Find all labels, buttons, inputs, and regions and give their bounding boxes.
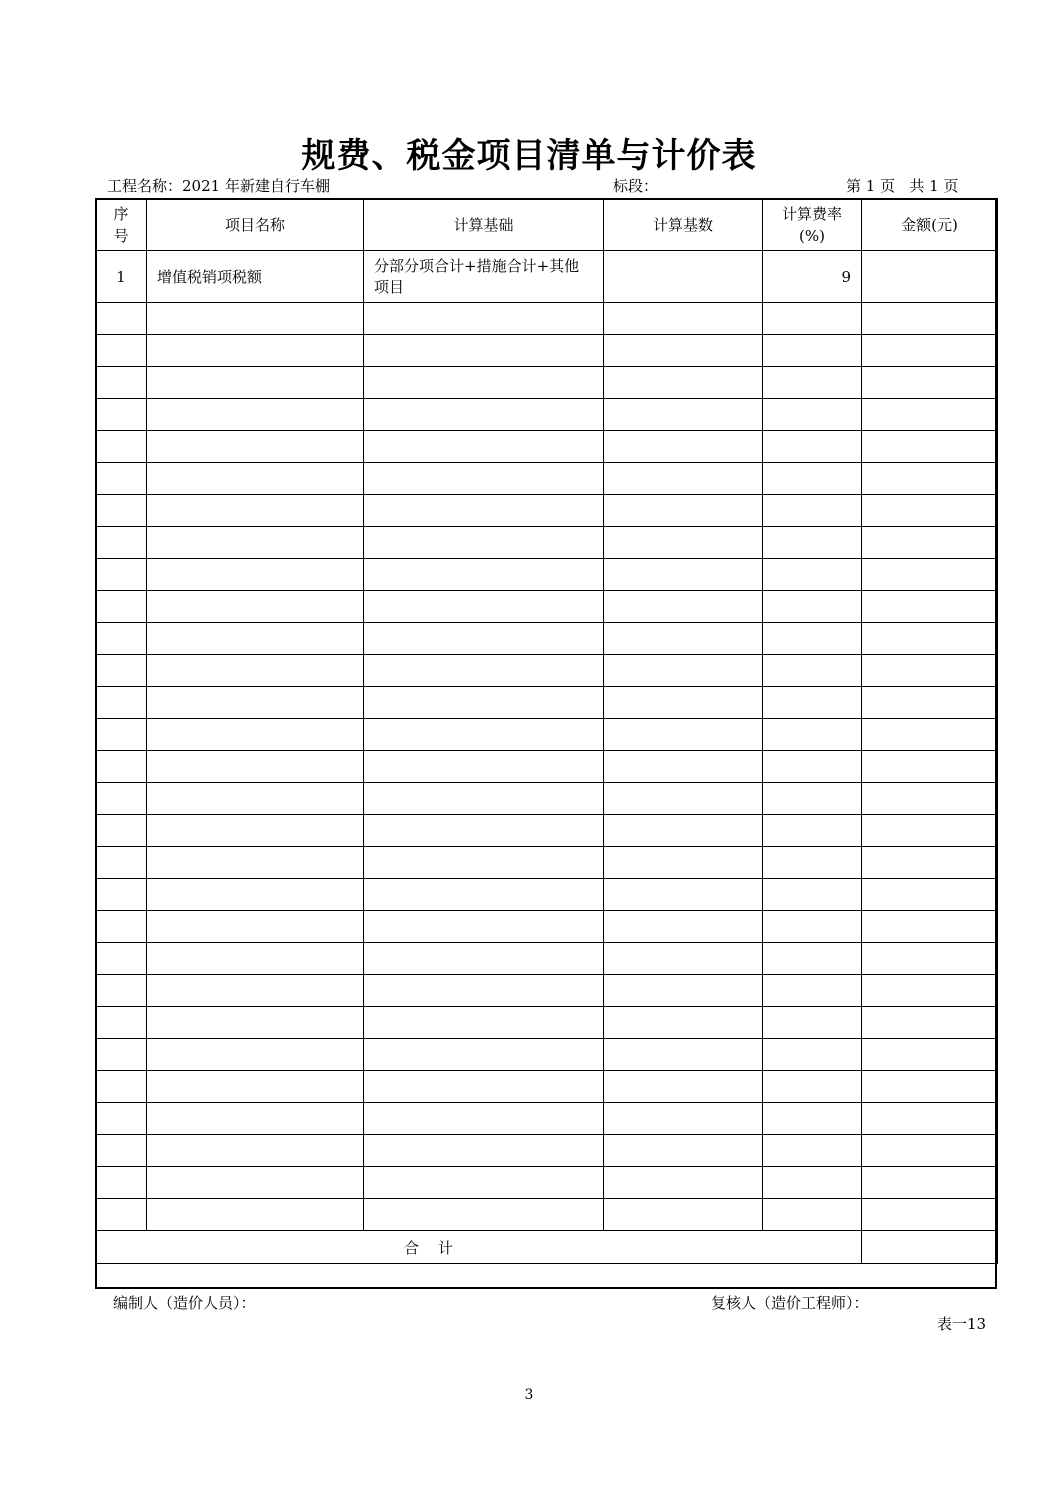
empty-cell [364, 1199, 604, 1231]
empty-cell [364, 431, 604, 463]
empty-cell [96, 367, 147, 399]
empty-cell [763, 591, 862, 623]
page-info: 第 1 页 共 1 页 [846, 177, 959, 195]
empty-cell [604, 943, 763, 975]
empty-cell [96, 1135, 147, 1167]
empty-cell [862, 1103, 998, 1135]
table-row-empty [96, 655, 998, 687]
empty-cell [763, 1039, 862, 1071]
empty-cell [763, 1103, 862, 1135]
empty-cell [147, 719, 364, 751]
empty-cell [96, 1007, 147, 1039]
table-row-empty [96, 559, 998, 591]
empty-cell [364, 783, 604, 815]
empty-cell [604, 879, 763, 911]
table-row-empty [96, 1007, 998, 1039]
empty-cell [763, 1135, 862, 1167]
empty-cell [763, 879, 862, 911]
empty-cell [862, 623, 998, 655]
empty-cell [147, 591, 364, 623]
reviewed-by: 复核人（造价工程师）： [711, 1294, 869, 1312]
empty-cell [147, 1103, 364, 1135]
empty-cell [147, 559, 364, 591]
empty-cell [147, 1135, 364, 1167]
empty-cell [763, 751, 862, 783]
empty-cell [604, 1039, 763, 1071]
empty-cell [364, 1167, 604, 1199]
empty-cell [96, 1039, 147, 1071]
empty-cell [763, 1199, 862, 1231]
empty-cell [147, 847, 364, 879]
table-row-empty [96, 591, 998, 623]
empty-cell [763, 1071, 862, 1103]
empty-cell [147, 1071, 364, 1103]
empty-cell [862, 1135, 998, 1167]
empty-cell [604, 655, 763, 687]
empty-cell [604, 1103, 763, 1135]
empty-cell [862, 303, 998, 335]
empty-cell [862, 1039, 998, 1071]
empty-cell [364, 687, 604, 719]
empty-cell [604, 975, 763, 1007]
header-seq: 序号 [96, 199, 147, 251]
empty-cell [147, 1199, 364, 1231]
empty-cell [763, 623, 862, 655]
empty-cell [763, 431, 862, 463]
empty-cell [604, 687, 763, 719]
table-row-empty [96, 687, 998, 719]
table-row-empty [96, 1199, 998, 1231]
empty-cell [96, 591, 147, 623]
empty-cell [147, 367, 364, 399]
empty-cell [604, 1007, 763, 1039]
header-name: 项目名称 [147, 199, 364, 251]
empty-cell [147, 751, 364, 783]
header-amount: 金额(元) [862, 199, 998, 251]
empty-cell [604, 303, 763, 335]
empty-cell [147, 1007, 364, 1039]
table-row-empty [96, 1135, 998, 1167]
empty-cell [364, 623, 604, 655]
table-row-empty [96, 751, 998, 783]
empty-cell [763, 783, 862, 815]
empty-cell [147, 879, 364, 911]
total-row [96, 1231, 998, 1264]
empty-cell [364, 655, 604, 687]
empty-cell [147, 463, 364, 495]
empty-cell [862, 975, 998, 1007]
empty-cell [96, 463, 147, 495]
empty-cell [364, 1007, 604, 1039]
empty-cell [147, 335, 364, 367]
empty-cell [364, 879, 604, 911]
empty-cell [862, 495, 998, 527]
table-row-empty [96, 719, 998, 751]
empty-cell [763, 975, 862, 1007]
empty-cell [604, 1135, 763, 1167]
empty-cell [364, 975, 604, 1007]
table-row-empty [96, 495, 998, 527]
empty-cell [862, 1071, 998, 1103]
empty-cell [364, 463, 604, 495]
empty-cell [763, 495, 862, 527]
empty-cell [862, 879, 998, 911]
header-base: 计算基础 [364, 199, 604, 251]
empty-cell [862, 783, 998, 815]
empty-cell [96, 527, 147, 559]
table-row-empty [96, 431, 998, 463]
empty-cell [147, 399, 364, 431]
table-row-empty [96, 1167, 998, 1199]
header-rate: 计算费率(%) [763, 199, 862, 251]
empty-cell [147, 1167, 364, 1199]
empty-cell [364, 1071, 604, 1103]
empty-cell [604, 591, 763, 623]
table-row-empty [96, 335, 998, 367]
empty-cell [862, 719, 998, 751]
empty-cell [147, 783, 364, 815]
empty-cell [96, 847, 147, 879]
empty-cell [604, 495, 763, 527]
empty-cell [604, 815, 763, 847]
empty-cell [862, 399, 998, 431]
empty-cell [862, 527, 998, 559]
empty-cell [862, 847, 998, 879]
empty-cell [862, 559, 998, 591]
empty-cell [364, 911, 604, 943]
empty-cell [604, 559, 763, 591]
form-number: 表一13 [937, 1315, 987, 1333]
empty-cell [96, 815, 147, 847]
empty-cell [862, 943, 998, 975]
empty-cell [364, 815, 604, 847]
empty-cell [147, 911, 364, 943]
empty-cell [604, 911, 763, 943]
table-header-row [96, 199, 998, 251]
table-row-empty [96, 943, 998, 975]
empty-cell [96, 655, 147, 687]
empty-cell [147, 1039, 364, 1071]
empty-cell [96, 1103, 147, 1135]
empty-cell [364, 847, 604, 879]
project-name: 工程名称：2021 年新建自行车棚 [107, 177, 330, 195]
table-row-empty [96, 975, 998, 1007]
empty-cell [364, 303, 604, 335]
empty-cell [96, 335, 147, 367]
empty-cell [763, 367, 862, 399]
empty-cell [96, 559, 147, 591]
empty-cell [147, 687, 364, 719]
empty-cell [364, 719, 604, 751]
empty-cell [96, 751, 147, 783]
empty-cell [604, 431, 763, 463]
table-row-empty [96, 623, 998, 655]
row-rate: 9 [763, 251, 862, 303]
empty-cell [604, 399, 763, 431]
empty-cell [763, 399, 862, 431]
prepared-by: 编制人（造价人员）： [113, 1294, 256, 1312]
empty-cell [96, 1167, 147, 1199]
empty-cell [364, 591, 604, 623]
empty-cell [147, 655, 364, 687]
empty-cell [604, 1071, 763, 1103]
empty-cell [604, 463, 763, 495]
empty-cell [147, 303, 364, 335]
empty-cell [364, 1135, 604, 1167]
empty-cell [604, 527, 763, 559]
empty-cell [862, 463, 998, 495]
empty-cell [364, 399, 604, 431]
empty-cell [763, 655, 862, 687]
table-row-empty [96, 815, 998, 847]
page-title: 规费、税金项目清单与计价表 [301, 136, 757, 176]
empty-cell [763, 463, 862, 495]
page-number: 3 [524, 1387, 534, 1403]
empty-cell [364, 943, 604, 975]
empty-cell [604, 847, 763, 879]
empty-cell [364, 1039, 604, 1071]
empty-cell [96, 623, 147, 655]
empty-cell [763, 687, 862, 719]
empty-cell [862, 815, 998, 847]
empty-cell [147, 975, 364, 1007]
empty-cell [862, 1007, 998, 1039]
empty-cell [96, 879, 147, 911]
empty-cell [862, 687, 998, 719]
total-label: 合 计 [96, 1231, 862, 1264]
empty-cell [862, 335, 998, 367]
empty-cell [147, 431, 364, 463]
total-amount [862, 1231, 998, 1264]
table-row-empty [96, 527, 998, 559]
empty-cell [763, 943, 862, 975]
fee-tax-table [95, 198, 998, 1264]
empty-cell [96, 431, 147, 463]
empty-cell [96, 911, 147, 943]
empty-cell [96, 687, 147, 719]
empty-cell [96, 1199, 147, 1231]
empty-cell [604, 1199, 763, 1231]
row-seq: 1 [96, 251, 147, 303]
table-row-empty [96, 367, 998, 399]
table-row-empty [96, 783, 998, 815]
empty-cell [862, 1167, 998, 1199]
empty-cell [96, 783, 147, 815]
table-row-empty [96, 1039, 998, 1071]
empty-cell [604, 719, 763, 751]
table-row-empty [96, 399, 998, 431]
empty-cell [763, 911, 862, 943]
empty-cell [147, 815, 364, 847]
table-row-empty [96, 1071, 998, 1103]
empty-cell [763, 719, 862, 751]
table-row-empty [96, 879, 998, 911]
empty-cell [96, 975, 147, 1007]
row-name: 增值税销项税额 [147, 251, 364, 303]
empty-cell [364, 1103, 604, 1135]
row-base-value [604, 251, 763, 303]
empty-cell [763, 847, 862, 879]
table-row-empty [96, 303, 998, 335]
empty-cell [862, 431, 998, 463]
empty-cell [147, 527, 364, 559]
empty-cell [96, 303, 147, 335]
empty-cell [96, 495, 147, 527]
empty-cell [862, 655, 998, 687]
empty-cell [364, 751, 604, 783]
empty-cell [862, 367, 998, 399]
empty-cell [604, 751, 763, 783]
empty-cell [862, 1199, 998, 1231]
empty-cell [364, 527, 604, 559]
empty-cell [604, 1167, 763, 1199]
table-row-empty [96, 1103, 998, 1135]
row-amount [862, 251, 998, 303]
empty-cell [364, 367, 604, 399]
empty-cell [763, 1167, 862, 1199]
empty-cell [147, 943, 364, 975]
empty-cell [763, 559, 862, 591]
empty-cell [96, 943, 147, 975]
empty-cell [862, 751, 998, 783]
empty-cell [763, 1007, 862, 1039]
section-label: 标段： [613, 177, 659, 195]
empty-cell [763, 335, 862, 367]
header-base-value: 计算基数 [604, 199, 763, 251]
empty-cell [364, 559, 604, 591]
empty-cell [364, 495, 604, 527]
empty-cell [147, 495, 364, 527]
empty-cell [364, 335, 604, 367]
empty-cell [96, 399, 147, 431]
empty-cell [763, 303, 862, 335]
empty-cell [604, 783, 763, 815]
empty-cell [604, 623, 763, 655]
row-base: 分部分项合计+措施合计+其他项目 [364, 251, 604, 303]
table-row-empty [96, 911, 998, 943]
empty-cell [862, 911, 998, 943]
table-row-empty [96, 847, 998, 879]
empty-cell [604, 335, 763, 367]
table-row-empty [96, 463, 998, 495]
empty-cell [147, 623, 364, 655]
empty-cell [96, 719, 147, 751]
empty-cell [604, 367, 763, 399]
empty-cell [763, 815, 862, 847]
empty-cell [862, 591, 998, 623]
empty-cell [96, 1071, 147, 1103]
empty-cell [763, 527, 862, 559]
table-row [96, 251, 998, 303]
